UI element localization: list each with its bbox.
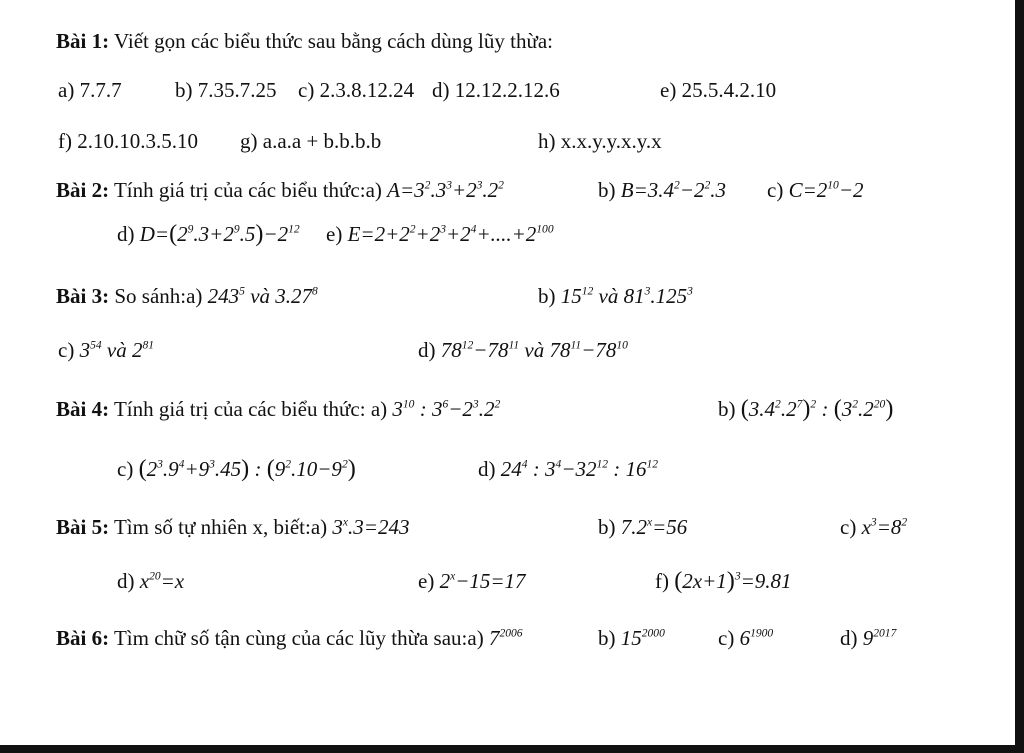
exercise-4-text: Tính giá trị của các biểu thức: a) (113, 397, 388, 421)
ex6-a-expr: $7^{2006}$ (488, 626, 523, 650)
ex5-c-expr: $x^3=8^2$ (861, 515, 908, 539)
ex3-b-left: $15^{12}$ (560, 284, 594, 308)
ex5-f-expr: $(2x+1)^3=9.81$ (674, 567, 792, 594)
ex4-d (478, 456, 658, 482)
ex6-b-label: b) (598, 626, 616, 650)
ex2-b (598, 177, 726, 203)
exercise-4-title (56, 396, 500, 422)
exercise-1-text: Viết gọn các biểu thức sau bằng cách dùng lũy thừa: (113, 29, 553, 53)
ex1-h: h) x.x.y.y.x.y.x (538, 129, 662, 153)
ex5-e-label: e) (418, 569, 435, 593)
ex6-d (840, 625, 896, 651)
ex4-a-expr: $3^{10}$ : $3^6-2^3.2^2$ (392, 397, 501, 421)
exercise-3-head: Bài 3: (56, 284, 110, 308)
ex5-a-expr: $3^x.3=243$ (332, 515, 410, 539)
ex5-b (598, 514, 687, 540)
exercise-3-title (56, 283, 318, 309)
exercise-2-text: Tính giá trị của các biểu thức:a) (113, 178, 382, 202)
ex5-d-expr: $x^{20}=x$ (139, 569, 185, 593)
ex3-b-va: và (598, 284, 619, 308)
ex5-f (655, 568, 792, 594)
ex6-b (598, 625, 665, 651)
ex3-c-va: và (106, 338, 127, 362)
ex1-f: f) 2.10.10.3.5.10 (58, 129, 198, 153)
ex3-b-right: $81^3.125^3$ (623, 284, 693, 308)
ex1-a: a) 7.7.7 (58, 78, 122, 102)
ex3-b-label: b) (538, 284, 556, 308)
ex4-c-expr: $(2^3.9^4+9^3.45)$ : $(9^2.10-9^2)$ (138, 455, 356, 482)
ex2-c-label: c) (767, 178, 784, 202)
exercise-2-head: Bài 2: (56, 178, 110, 202)
ex5-f-label: f) (655, 569, 669, 593)
ex5-e-expr: $2^x-15=17$ (439, 569, 526, 593)
exercise-1-title (56, 28, 553, 54)
right-border (1015, 0, 1024, 753)
ex3-d (418, 337, 628, 363)
ex3-d-va: và (524, 338, 545, 362)
exercise-5-head: Bài 5: (56, 515, 110, 539)
ex5-d-label: d) (117, 569, 135, 593)
exercise-2-title (56, 177, 504, 203)
ex4-d-expr: $24^4$ : $3^4-32^{12}$ : $16^{12}$ (500, 457, 659, 481)
ex3-c-left: $3^{54}$ (79, 338, 102, 362)
ex1-g: g) a.a.a + b.b.b.b (240, 129, 382, 153)
exercise-4-head: Bài 4: (56, 397, 110, 421)
ex6-d-label: d) (840, 626, 858, 650)
ex5-b-expr: $7.2^x=56$ (620, 515, 688, 539)
ex4-c (117, 456, 356, 482)
ex2-e (326, 221, 554, 247)
ex3-c-right: $2^{81}$ (131, 338, 154, 362)
ex4-d-label: d) (478, 457, 496, 481)
ex6-c (718, 625, 773, 651)
ex2-c-expr: $C=2^{10}-2$ (788, 178, 864, 202)
ex2-c (767, 177, 863, 203)
ex6-d-expr: $9^{2017}$ (862, 626, 897, 650)
ex4-b-expr: $(3.4^2.2^7)^2$ : $(3^2.2^{20})$ (740, 395, 894, 422)
ex3-b (538, 283, 693, 309)
ex3-d-right: $78^{11}-78^{10}$ (549, 338, 628, 362)
ex3-a-va: và (250, 284, 271, 308)
ex3-d-label: d) (418, 338, 436, 362)
ex2-a-expr: $A=3^2.3^3+2^3.2^2$ (387, 178, 504, 202)
ex2-e-label: e) (326, 222, 343, 246)
ex5-c (840, 514, 907, 540)
exercise-5-title (56, 514, 409, 540)
ex5-e (418, 568, 526, 594)
ex6-b-expr: $15^{2000}$ (620, 626, 665, 650)
ex2-d (117, 221, 300, 247)
ex4-c-label: c) (117, 457, 134, 481)
ex5-c-label: c) (840, 515, 857, 539)
ex1-e: e) 25.5.4.2.10 (660, 78, 777, 102)
ex1-c: c) 2.3.8.12.24 (298, 78, 415, 102)
ex5-b-label: b) (598, 515, 616, 539)
ex2-b-label: b) (598, 178, 616, 202)
ex2-b-expr: $B=3.4^2-2^2.3$ (620, 178, 726, 202)
ex1-b: b) 7.35.7.25 (175, 78, 277, 102)
exercise-6-text: Tìm chữ số tận cùng của các lũy thừa sau:a) (113, 626, 484, 650)
ex4-b (718, 396, 893, 422)
exercise-6-head: Bài 6: (56, 626, 110, 650)
ex3-c-label: c) (58, 338, 75, 362)
ex5-d (117, 568, 184, 594)
ex6-c-expr: $6^{1900}$ (739, 626, 774, 650)
ex3-a-left: $243^5$ (207, 284, 245, 308)
ex3-a-right: 3.27$^8$ (275, 284, 318, 308)
ex3-d-left: $78^{12}-78^{11}$ (440, 338, 520, 362)
exercise-5-text: Tìm số tự nhiên x, biết:a) (113, 515, 328, 539)
ex4-b-label: b) (718, 397, 736, 421)
bottom-border (0, 745, 1024, 753)
ex1-d: d) 12.12.2.12.6 (432, 78, 560, 102)
exercise-6-title (56, 625, 523, 651)
ex2-e-expr: $E=2+2^2+2^3+2^4+....+2^{100}$ (347, 222, 554, 246)
exercise-1-head: Bài 1: (56, 29, 110, 53)
exercise-3-text: So sánh:a) (114, 284, 203, 308)
ex6-c-label: c) (718, 626, 735, 650)
ex3-c (58, 337, 154, 363)
ex2-d-expr: $D=(2^9.3+2^9.5)-2^{12}$ (139, 220, 300, 247)
ex2-d-label: d) (117, 222, 135, 246)
